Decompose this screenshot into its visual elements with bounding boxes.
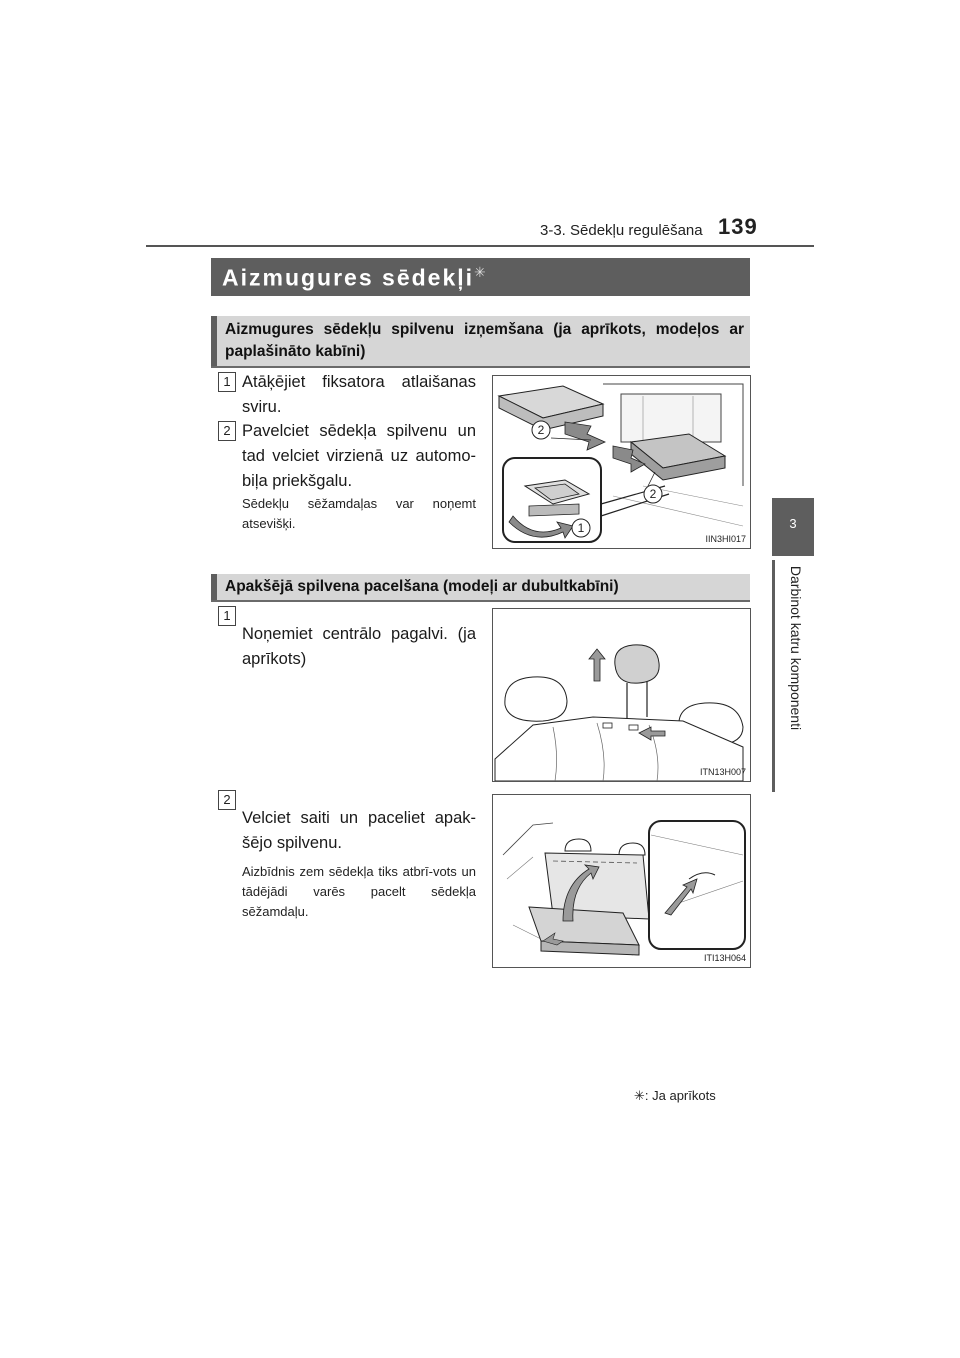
headrest-illustration [493,609,750,781]
figure-seat-cushion-removal [492,375,751,549]
section2-heading-text: Apakšējā spilvena pacelšana (modeļi ar dubultkabīni) [225,578,619,595]
footnote-text: : Ja aprīkots [644,1088,716,1103]
section-title: 3-3. Sēdekļu regulēšana [540,222,703,239]
chapter-number: 3 [789,516,797,531]
callout-1: 1 [577,521,585,535]
callout-2: 2 [537,423,545,437]
optional-star-icon: ✳ [474,264,486,280]
page-title-text: Aizmugures sēdekļi [222,264,475,291]
figure-code: IIN3HI017 [705,534,746,544]
step-note: Aizbīdnis zem sēdekļa tiks atbrī-vots un tādējādi varēs pacelt sēdekļa sēžamdaļu. [242,864,476,919]
callout-2: 2 [649,487,657,501]
section1-heading [211,316,750,368]
step-note: Sēdekļu sēžamdaļas var noņemt atsevišķi. [242,496,476,531]
step-text: Pavelciet sēdekļa spilvenu un tad velciet virzienā uz automo-biļa priekšgalu. [242,422,476,490]
figure-lower-cushion-lift [492,794,751,968]
optional-star-icon: ✳ [634,1088,645,1103]
header-rule [146,245,814,247]
step-number: 1 [218,606,236,626]
step-text: Velciet saiti un paceliet apak-šējo spilvenu. [242,809,476,852]
section2-heading [211,574,750,602]
page-title [222,264,486,292]
section1-heading-text: Aizmugures sēdekļu spilvenu izņemšana (ja aprīkots, modeļos ar paplašināto kabīni) [225,321,744,360]
chapter-label: Darbinot katru komponenti [788,565,804,731]
figure-headrest-removal [492,608,751,782]
footnote [634,1088,716,1104]
step-number: 1 [218,372,236,392]
step-number: 2 [218,421,236,441]
lower-cushion-illustration [493,795,750,967]
chapter-tab-bar [772,560,775,792]
figure-code: ITN13H007 [699,767,746,777]
figure-code: ITI13H064 [703,953,746,963]
seat-cushion-illustration [493,376,750,548]
page-number: 139 [718,214,758,239]
step-text: Noņemiet centrālo pagalvi. (ja aprīkots) [242,625,476,668]
step-text: Atāķējiet fiksatora atlaišanas sviru. [242,373,476,416]
step-number: 2 [218,790,236,810]
